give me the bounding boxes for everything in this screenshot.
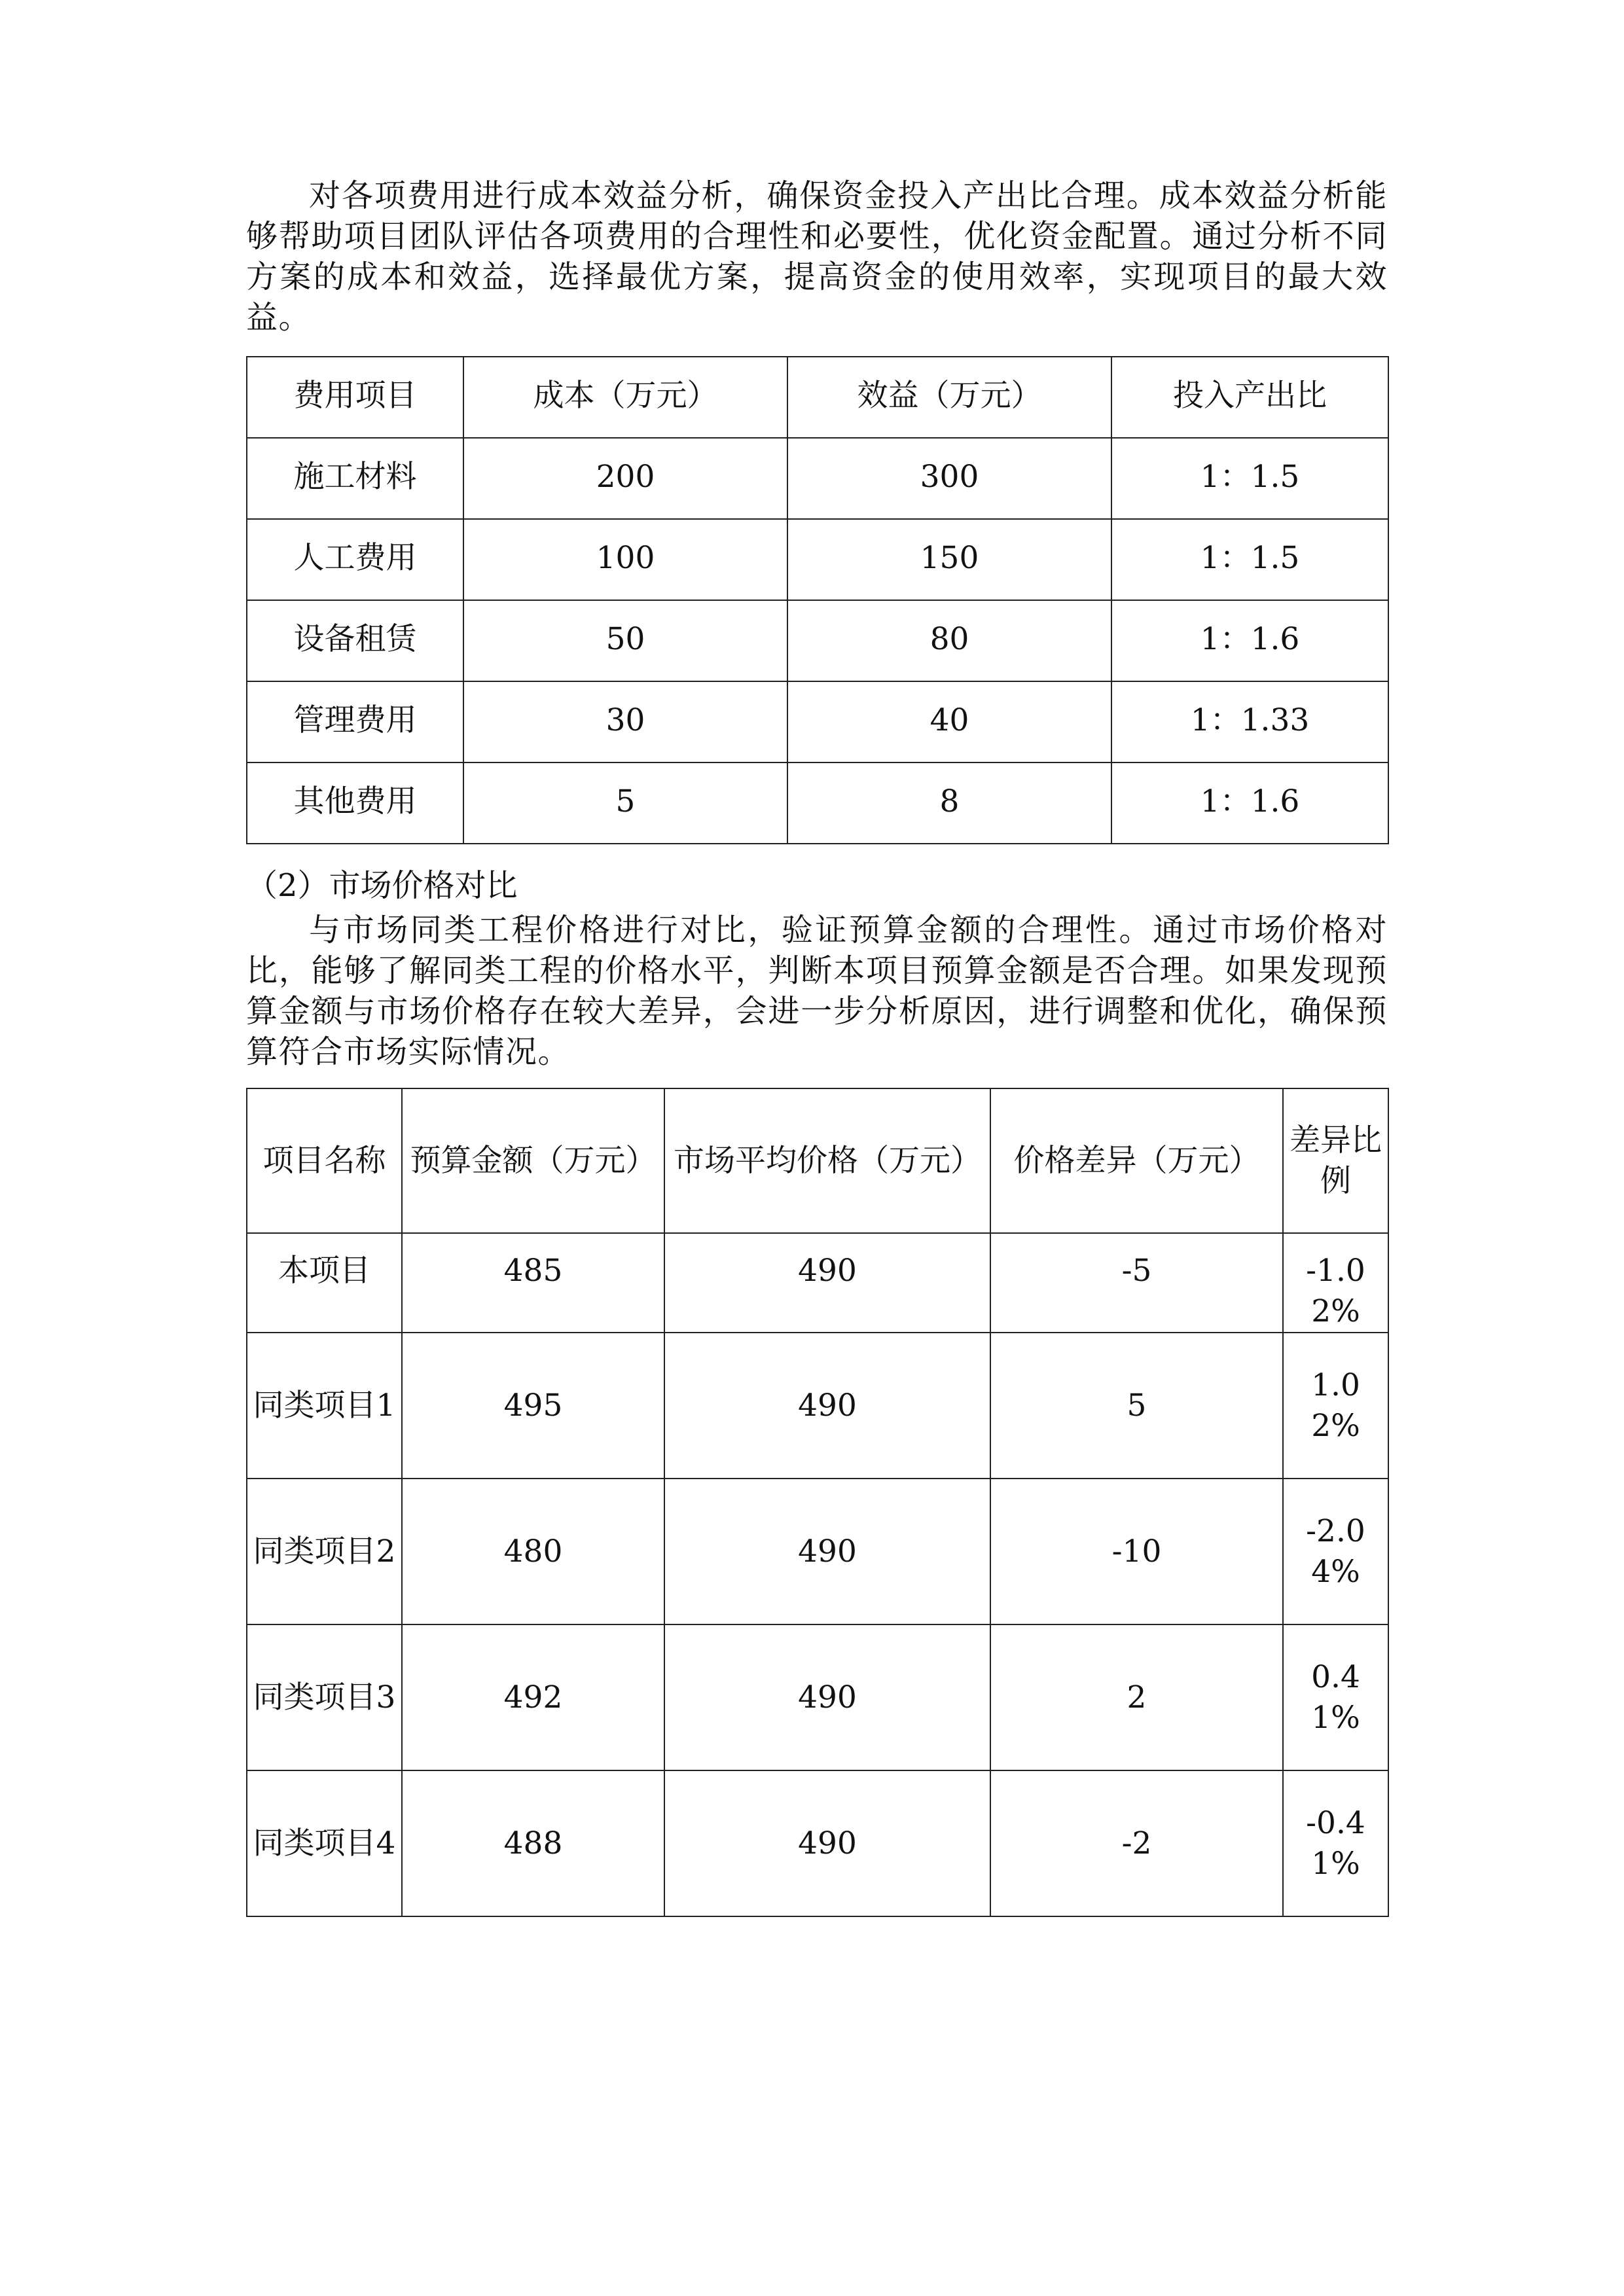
table-cell: 1：1.5: [1111, 438, 1388, 519]
table-cell: 1.02%: [1283, 1333, 1388, 1479]
table-row: [247, 438, 1388, 519]
table-cell: -2.04%: [1283, 1479, 1388, 1624]
table-row: [247, 1233, 1388, 1333]
table-row: [247, 1624, 1388, 1770]
header-cell: 效益（万元）: [787, 357, 1111, 438]
intro-paragraph: 对各项费用进行成本效益分析，确保资金投入产出比合理。成本效益分析能够帮助项目团队评估各项费用的合理性和必要性，优化资金配置。通过分析不同方案的成本和效益，选择最优方案，提高资金的使用效率，实现项目的最大效益。: [246, 177, 1388, 336]
header-cell: 项目名称: [247, 1088, 402, 1233]
table-cell: -2: [990, 1770, 1283, 1916]
table-cell: 490: [664, 1233, 990, 1333]
table-row: [247, 1479, 1388, 1624]
table-cell: 人工费用: [247, 519, 463, 600]
table-cell: 200: [463, 438, 787, 519]
section-heading: （2）市场价格对比: [246, 867, 518, 904]
table-cell: 1：1.33: [1111, 681, 1388, 762]
table-row: [247, 762, 1388, 844]
table-cell: 5: [463, 762, 787, 844]
table-cell: 5: [990, 1333, 1283, 1479]
table-cell: 490: [664, 1624, 990, 1770]
table-cell: 施工材料: [247, 438, 463, 519]
table-cell: 1：1.6: [1111, 600, 1388, 681]
header-cell: 差异比例: [1283, 1088, 1388, 1233]
header-cell: 投入产出比: [1111, 357, 1388, 438]
cost-benefit-table: [246, 356, 1389, 844]
table-cell: 490: [664, 1333, 990, 1479]
table-cell: 0.41%: [1283, 1624, 1388, 1770]
page-content: [246, 175, 1388, 1917]
table-header-row: [247, 357, 1388, 438]
table-cell: 40: [787, 681, 1111, 762]
table-cell: 其他费用: [247, 762, 463, 844]
table-cell: 同类项目4: [247, 1770, 402, 1916]
table-cell: -10: [990, 1479, 1283, 1624]
table-cell: 1：1.5: [1111, 519, 1388, 600]
market-paragraph: 与市场同类工程价格进行对比，验证预算金额的合理性。通过市场价格对比，能够了解同类工程的价格水平，判断本项目预算金额是否合理。如果发现预算金额与市场价格存在较大差异，会进一步分析原因，进行调整和优化，确保预算符合市场实际情况。: [246, 912, 1388, 1070]
table-cell: 设备租赁: [247, 600, 463, 681]
table-header-row: [247, 1088, 1388, 1233]
header-cell: 市场平均价格（万元）: [664, 1088, 990, 1233]
table-cell: 同类项目2: [247, 1479, 402, 1624]
table-row: [247, 1333, 1388, 1479]
table-cell: 480: [402, 1479, 664, 1624]
table-cell: 1：1.6: [1111, 762, 1388, 844]
table-row: [247, 519, 1388, 600]
table-cell: -0.41%: [1283, 1770, 1388, 1916]
table-cell: 492: [402, 1624, 664, 1770]
table-cell: 100: [463, 519, 787, 600]
table-cell: 同类项目3: [247, 1624, 402, 1770]
header-cell: 预算金额（万元）: [402, 1088, 664, 1233]
table-cell: 490: [664, 1479, 990, 1624]
table-cell: 150: [787, 519, 1111, 600]
table-cell: 管理费用: [247, 681, 463, 762]
table-row: [247, 681, 1388, 762]
table-cell: 495: [402, 1333, 664, 1479]
table-cell: 8: [787, 762, 1111, 844]
table-cell: -1.02%: [1283, 1233, 1388, 1333]
table-cell: 80: [787, 600, 1111, 681]
table-cell: -5: [990, 1233, 1283, 1333]
header-cell: 费用项目: [247, 357, 463, 438]
table-row: [247, 600, 1388, 681]
table-cell: 488: [402, 1770, 664, 1916]
header-cell: 成本（万元）: [463, 357, 787, 438]
table-cell: 2: [990, 1624, 1283, 1770]
table-cell: 50: [463, 600, 787, 681]
header-cell: 价格差异（万元）: [990, 1088, 1283, 1233]
table-cell: 30: [463, 681, 787, 762]
table-cell: 同类项目1: [247, 1333, 402, 1479]
table-row: [247, 1770, 1388, 1916]
market-price-table: [246, 1088, 1389, 1917]
table-cell: 本项目: [247, 1233, 402, 1333]
table-cell: 300: [787, 438, 1111, 519]
table-cell: 485: [402, 1233, 664, 1333]
table-cell: 490: [664, 1770, 990, 1916]
